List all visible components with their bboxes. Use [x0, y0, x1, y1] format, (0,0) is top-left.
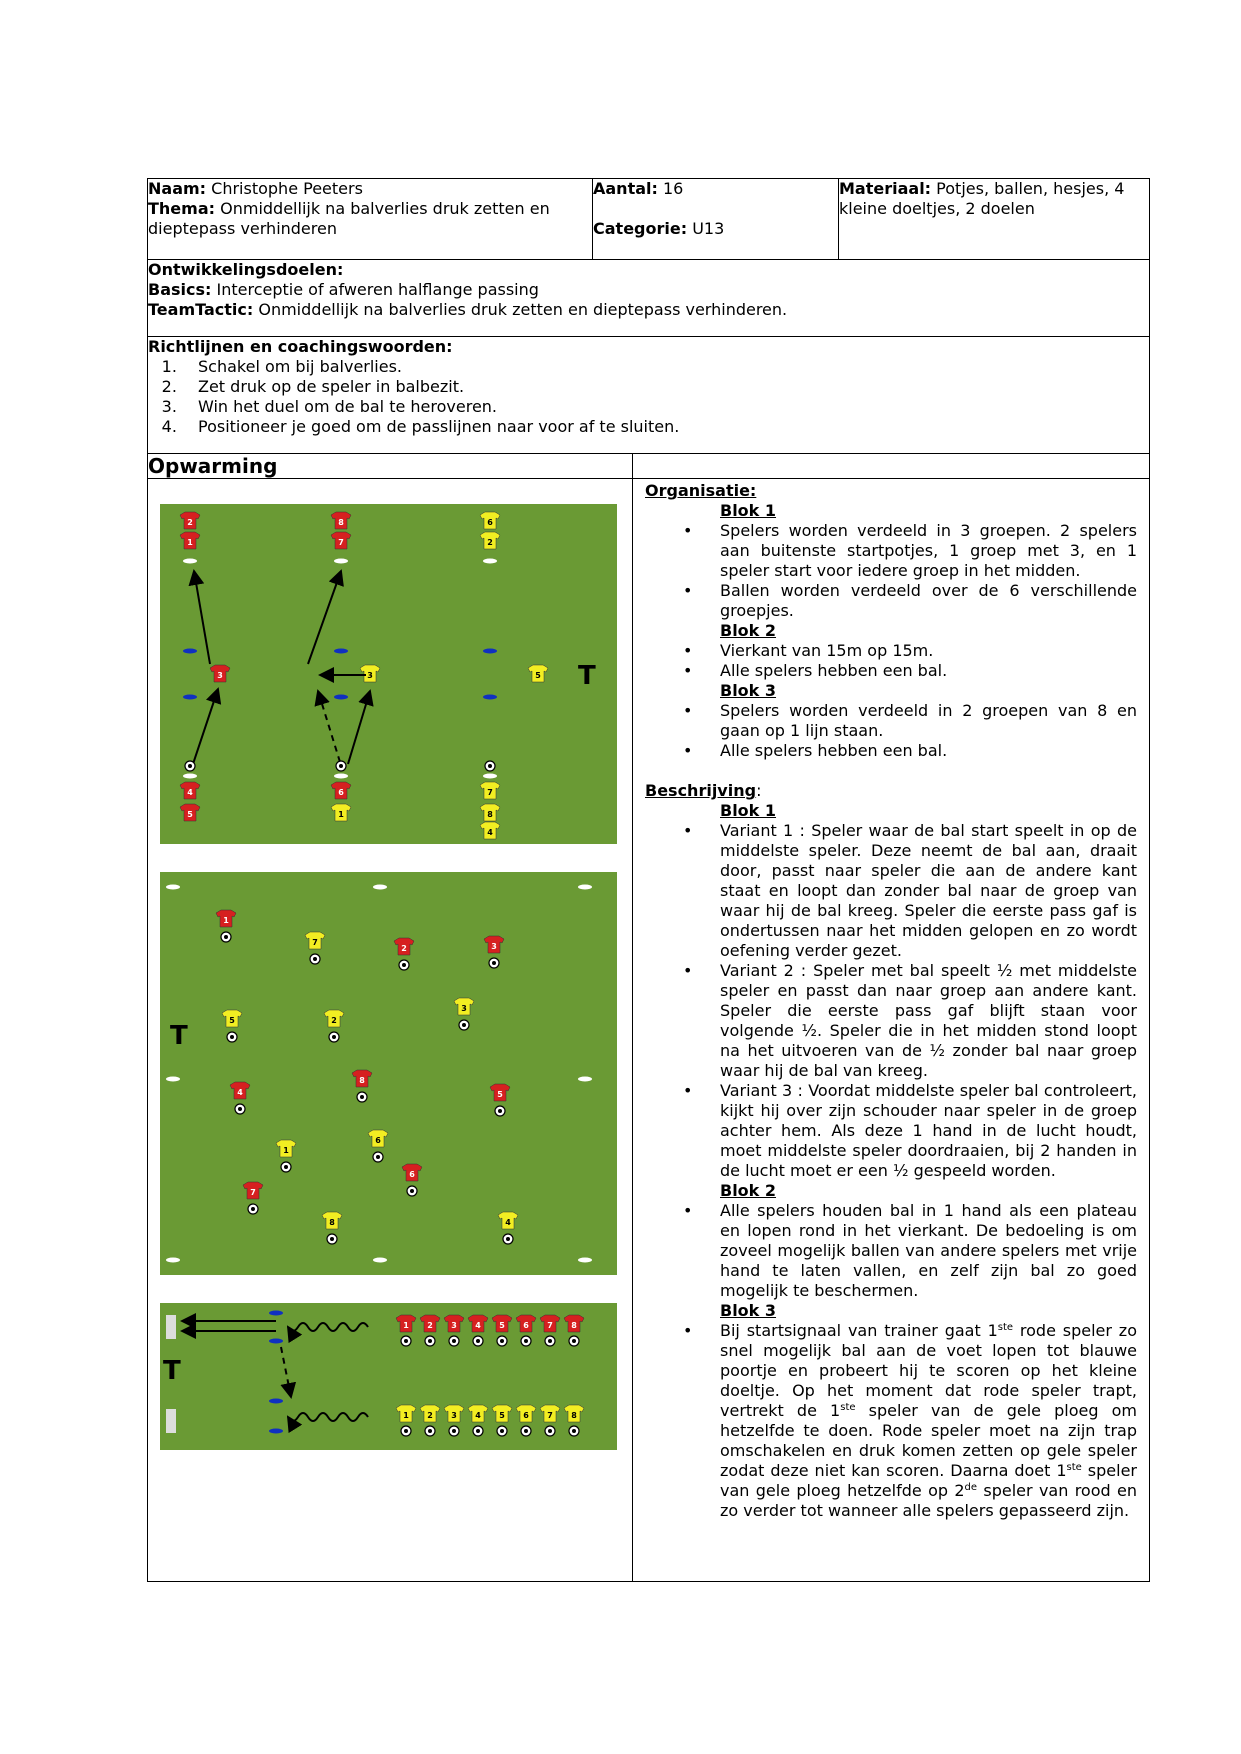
thema-label: Thema:	[148, 199, 216, 218]
session-table	[147, 178, 1150, 1582]
ball-icon	[339, 764, 343, 768]
cone-icon	[166, 1258, 180, 1263]
player-number: 8	[359, 1076, 365, 1085]
ball-icon	[524, 1339, 528, 1343]
player-number: 4	[475, 1411, 481, 1420]
list-item	[720, 1321, 1137, 1521]
list-item: • Variant 1 : Speler waar de bal start speelt in op de middelste speler. Deze neemt de bal aan, draait door, passt naar speler die aan de andere kant staat en loopt dan zonder bal naar de groep van waar hij de bal kreeg. Speler die eerste pass gaf is ondertussen naar het midden gelopen en zo wordt oefening verder gezet.	[720, 821, 1137, 961]
beschrijving-colon: :	[756, 781, 762, 800]
player-number: 8	[571, 1411, 577, 1420]
org-blok2-title: Blok 2	[720, 621, 777, 640]
player-number: 7	[487, 788, 493, 797]
richtlijn-item: 1. Schakel om bij balverlies.	[182, 357, 1149, 377]
ball-icon	[488, 764, 492, 768]
player-number: 7	[338, 538, 344, 547]
sup: ste	[1066, 1462, 1082, 1473]
cone-icon	[334, 774, 348, 779]
org-blok1-list	[645, 521, 1137, 621]
ball-icon	[251, 1207, 255, 1211]
player-number: 6	[487, 518, 493, 527]
list-item: • Alle spelers hebben een bal.	[720, 661, 1137, 681]
player-number: 1	[283, 1146, 289, 1155]
naam-label: Naam:	[148, 179, 207, 198]
player-number: 2	[487, 538, 493, 547]
cone-icon	[166, 1077, 180, 1082]
trainer-label: T	[163, 1356, 181, 1386]
richtlijn-item: 3. Win het duel om de bal te heroveren.	[182, 397, 1149, 417]
player-number: 7	[547, 1321, 553, 1330]
cone-icon	[269, 1311, 283, 1316]
cone-icon	[578, 885, 592, 890]
richtlijnen-title: Richtlijnen en coachingswoorden:	[148, 337, 453, 356]
cone-icon	[578, 1077, 592, 1082]
field-blok1	[160, 504, 617, 844]
goal-icon	[166, 1315, 176, 1339]
player-number: 5	[499, 1321, 505, 1330]
player-number: 2	[401, 944, 407, 953]
player-number: 2	[427, 1321, 433, 1330]
ball-icon	[506, 1237, 510, 1241]
cone-icon	[166, 885, 180, 890]
text-cell	[633, 479, 1150, 1582]
blok3-text: speler van gele ploeg hetzelfde op 2	[720, 1461, 1137, 1500]
cone-icon	[183, 774, 197, 779]
player-number: 1	[187, 538, 193, 547]
player-number: 2	[331, 1016, 337, 1025]
cone-icon	[334, 649, 348, 654]
doelen-title: Ontwikkelingsdoelen:	[148, 260, 344, 279]
naam-value: Christophe Peeters	[211, 179, 363, 198]
diagrams	[148, 479, 632, 1581]
doelen-cell	[148, 260, 1150, 337]
sup: de	[964, 1482, 978, 1493]
ball-icon	[360, 1095, 364, 1099]
player-number: 5	[497, 1090, 503, 1099]
player-number: 3	[217, 671, 223, 680]
player-number: 3	[451, 1411, 457, 1420]
cone-icon	[578, 1258, 592, 1263]
cone-icon	[334, 695, 348, 700]
besch-blok3-title: Blok 3	[720, 1301, 777, 1320]
richtlijn-item: 4. Positioneer je goed om de passlijnen naar voor af te sluiten.	[182, 417, 1149, 437]
player-number: 4	[475, 1321, 481, 1330]
ball-icon	[332, 1035, 336, 1039]
player-number: 6	[523, 1411, 529, 1420]
ball-icon	[498, 1109, 502, 1113]
player-number: 3	[461, 1004, 467, 1013]
ball-icon	[376, 1155, 380, 1159]
cone-icon	[269, 1339, 283, 1344]
org-blok2-list	[645, 641, 1137, 681]
ball-icon	[188, 764, 192, 768]
thema-value: Onmiddellijk na balverlies druk zetten en dieptepass verhinderen	[148, 199, 550, 238]
name-theme-cell	[148, 179, 593, 260]
ball-icon	[492, 961, 496, 965]
cone-icon	[183, 695, 197, 700]
player-number: 7	[547, 1411, 553, 1420]
ball-icon	[500, 1429, 504, 1433]
aantal-cell	[593, 179, 839, 260]
player-number: 5	[535, 671, 541, 680]
player-number: 8	[329, 1218, 335, 1227]
list-item: • Vierkant van 15m op 15m.	[720, 641, 1137, 661]
materiaal-cell	[839, 179, 1150, 260]
blok3-text: Bij startsignaal van trainer gaat 1	[720, 1321, 998, 1340]
cone-icon	[373, 885, 387, 890]
player-number: 4	[237, 1088, 243, 1097]
player-number: 3	[491, 942, 497, 951]
sup: ste	[997, 1322, 1014, 1333]
list-item: • Spelers worden verdeeld in 2 groepen van 8 en gaan op 1 lijn staan.	[720, 701, 1137, 741]
cone-icon	[483, 774, 497, 779]
list-item: • Variant 2 : Speler met bal speelt ½ met middelste speler en passt dan naar groep aan andere kant. Speler die eerste pass gaf blijft staan voor volgende ½. Speler die in het midden stond loopt na het uitvoeren van de ½ zonder bal naar groep waar hij de bal van kreeg.	[720, 961, 1137, 1081]
player-number: 5	[187, 810, 193, 819]
player-number: 7	[250, 1188, 256, 1197]
richtlijnen-cell	[148, 337, 1150, 454]
beschrijving-title: Beschrijving	[645, 781, 757, 800]
ball-icon	[404, 1429, 408, 1433]
ball-icon	[452, 1339, 456, 1343]
blok3-text: speler van rood en zo verder tot wanneer alle spelers gepasseerd zijn.	[720, 1481, 1138, 1520]
player-number: 8	[487, 810, 493, 819]
player-number: 1	[403, 1321, 409, 1330]
ball-icon	[404, 1339, 408, 1343]
player-number: 5	[499, 1411, 505, 1420]
player-number: 8	[338, 518, 344, 527]
player-number: 1	[223, 916, 229, 925]
player-number: 6	[338, 788, 344, 797]
player-number: 6	[523, 1321, 529, 1330]
ball-icon	[476, 1339, 480, 1343]
list-item: • Spelers worden verdeeld in 3 groepen. 2 spelers aan buitenste startpotjes, 1 groep met 3, en 1 speler start voor iedere groep in het midden.	[720, 521, 1137, 581]
ball-icon	[230, 1035, 234, 1039]
besch-blok2-list	[645, 1201, 1137, 1301]
org-blok1-title: Blok 1	[720, 501, 777, 520]
player-number: 5	[229, 1016, 235, 1025]
cone-icon	[373, 1258, 387, 1263]
player-number: 1	[403, 1411, 409, 1420]
aantal-value: 16	[663, 179, 684, 198]
trainer-label: T	[170, 1021, 188, 1051]
besch-blok2-title: Blok 2	[720, 1181, 777, 1200]
cone-icon	[483, 695, 497, 700]
cone-icon	[269, 1429, 283, 1434]
diagrams-svg	[148, 479, 628, 1581]
aantal-label: Aantal:	[593, 179, 658, 198]
organisatie-title: Organisatie:	[645, 481, 757, 500]
trainer-label: T	[578, 661, 596, 691]
blok3-text: speler van de gele ploeg om hetzelfde te doen. Rode speler moet na zijn trap omschakelen en druk komen zetten op gele speler zodat deze niet kan scoren. Daarna doet 1	[720, 1401, 1138, 1480]
ball-icon	[330, 1237, 334, 1241]
basics-label: Basics:	[148, 280, 212, 299]
ball-icon	[548, 1339, 552, 1343]
player-number: 6	[409, 1170, 415, 1179]
ball-icon	[548, 1429, 552, 1433]
basics-value: Interceptie of afweren halflange passing	[216, 280, 539, 299]
ball-icon	[572, 1429, 576, 1433]
ball-icon	[524, 1429, 528, 1433]
list-item: • Variant 3 : Voordat middelste speler bal controleert, kijkt hij over zijn schouder naar speler in de groep achter hem. Als deze 1 hand in de lucht houdt, moet middelste speler doordraaien, bij 2 handen in de lucht moet er een ½ gespeeld worden.	[720, 1081, 1137, 1181]
blok3-text: rode speler zo snel mogelijk bal aan de voet lopen tot blauwe poortje en probeert hij te scoren op het kleine doeltje. Op het moment dat rode speler trapt, vertrekt de 1	[720, 1321, 1137, 1420]
ball-icon	[500, 1339, 504, 1343]
ball-icon	[462, 1023, 466, 1027]
cone-icon	[183, 559, 197, 564]
player-number: 2	[187, 518, 193, 527]
ball-icon	[313, 957, 317, 961]
ball-icon	[428, 1429, 432, 1433]
list-item: • Alle spelers houden bal in 1 hand als een plateau en lopen rond in het vierkant. De bedoeling is om zoveel mogelijk ballen van andere spelers met vrije hand te laten vallen, en zelf zijn bal zo goed mogelijk te beschermen.	[720, 1201, 1137, 1301]
session-sheet	[147, 178, 1149, 1582]
list-item: • Alle spelers hebben een bal.	[720, 741, 1137, 761]
player-number: 3	[451, 1321, 457, 1330]
categorie-value: U13	[692, 219, 725, 238]
player-number: 2	[427, 1411, 433, 1420]
player-number: 1	[338, 810, 344, 819]
cone-icon	[334, 559, 348, 564]
section-title: Opwarming	[148, 454, 633, 479]
sup: ste	[840, 1402, 856, 1413]
ball-icon	[572, 1339, 576, 1343]
richtlijnen-list	[148, 357, 1149, 437]
besch-blok3-list	[645, 1321, 1137, 1521]
materiaal-value: Potjes, ballen, hesjes, 4 kleine doeltjes, 2 doelen	[839, 179, 1125, 218]
cone-icon	[483, 649, 497, 654]
list-item: • Ballen worden verdeeld over de 6 verschillende groepjes.	[720, 581, 1137, 621]
cone-icon	[269, 1399, 283, 1404]
ball-icon	[284, 1165, 288, 1169]
player-number: 3	[367, 671, 373, 680]
richtlijn-item: 2. Zet druk op de speler in balbezit.	[182, 377, 1149, 397]
org-blok3-title: Blok 3	[720, 681, 777, 700]
categorie-label: Categorie:	[593, 219, 688, 238]
ball-icon	[238, 1107, 242, 1111]
diagram-cell	[148, 479, 633, 1582]
ball-icon	[402, 963, 406, 967]
org-blok3-list	[645, 701, 1137, 761]
ball-icon	[428, 1339, 432, 1343]
goal-icon	[166, 1409, 176, 1433]
cone-icon	[483, 559, 497, 564]
ball-icon	[452, 1429, 456, 1433]
player-number: 8	[571, 1321, 577, 1330]
player-number: 4	[487, 828, 493, 837]
ball-icon	[476, 1429, 480, 1433]
teamtactic-label: TeamTactic:	[148, 300, 254, 319]
ball-icon	[224, 935, 228, 939]
teamtactic-value: Onmiddellijk na balverlies druk zetten en dieptepass verhinderen.	[258, 300, 788, 319]
player-number: 7	[312, 938, 318, 947]
besch-blok1-list	[645, 821, 1137, 1181]
section-title-spacer	[633, 454, 1150, 479]
ball-icon	[410, 1189, 414, 1193]
besch-blok1-title: Blok 1	[720, 801, 777, 820]
materiaal-label: Materiaal:	[839, 179, 932, 198]
player-number: 6	[375, 1136, 381, 1145]
cone-icon	[183, 649, 197, 654]
player-number: 4	[505, 1218, 511, 1227]
player-number: 4	[187, 788, 193, 797]
